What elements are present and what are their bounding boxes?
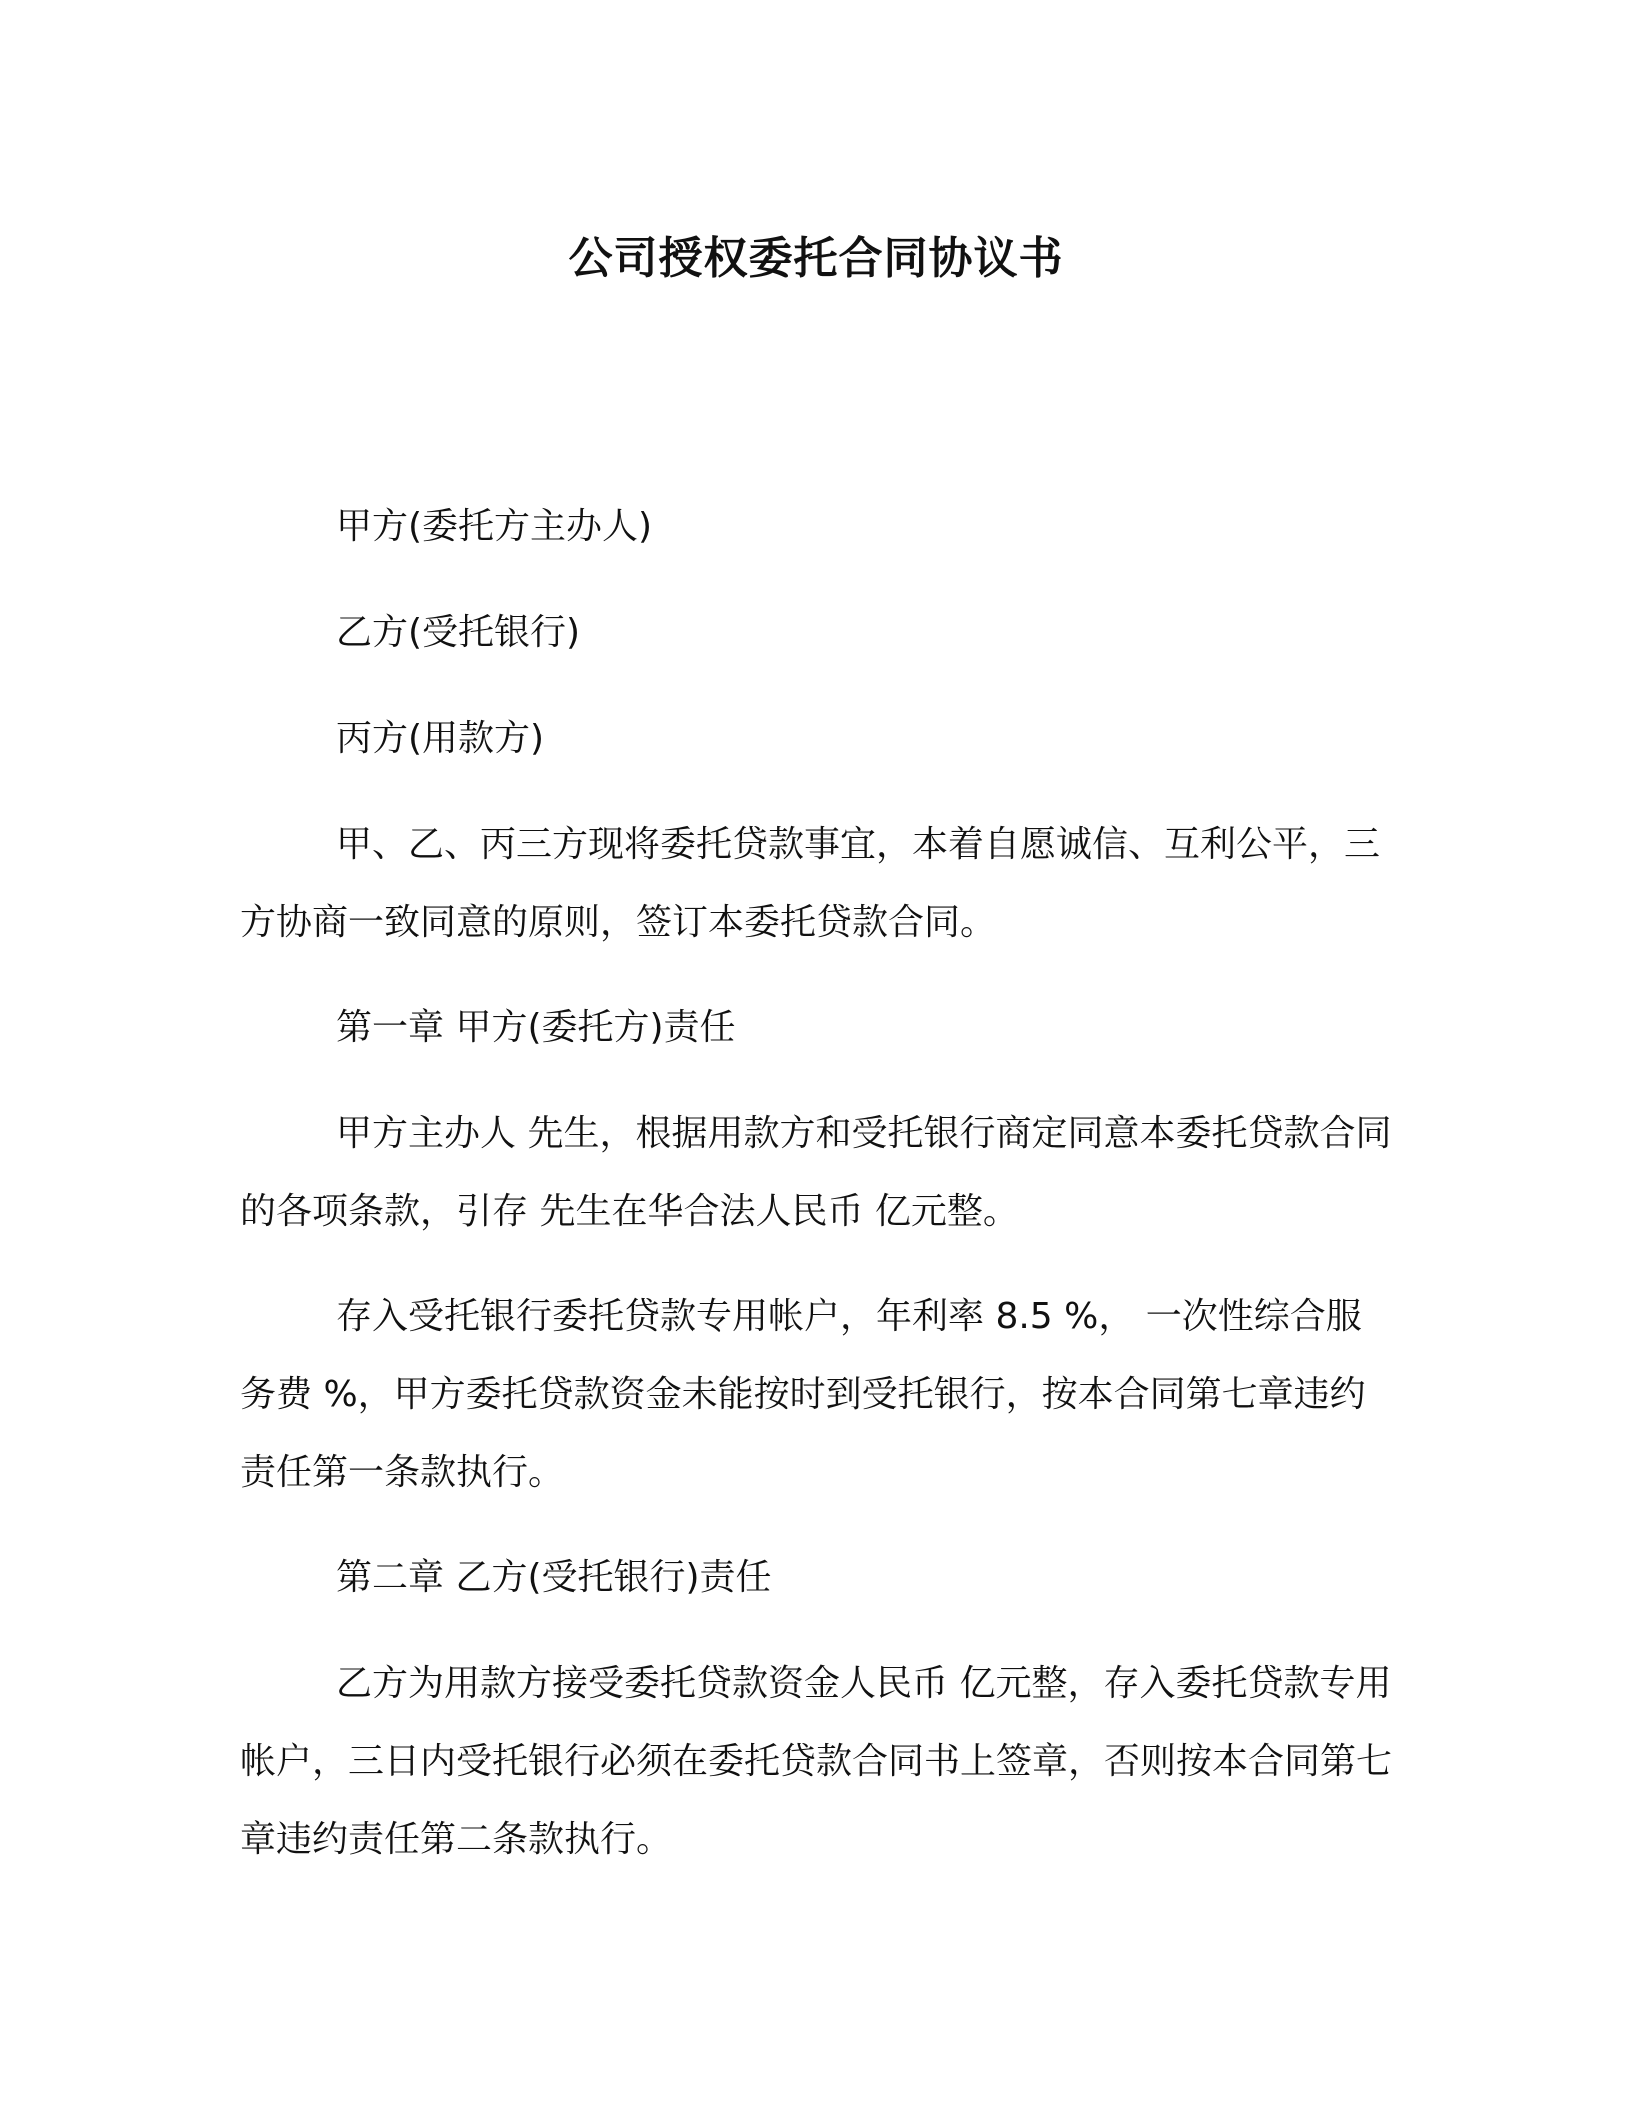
chapter-2-paragraph-1: 乙方为用款方接受委托贷款资金人民币 亿元整，存入委托贷款专用帐户，三日内受托银行必须在委托贷款合同书上签章，否则按本合同第七章违约责任第二条款执行。 xyxy=(240,1663,1393,1860)
party-c-line: 丙方(用款方) xyxy=(336,718,545,759)
chapter-1-paragraph-2: 存入受托银行委托贷款专用帐户，年利率 8.5 %， 一次性综合服务费 %，甲方委托贷款资金未能按时到受托银行，按本合同第七章违约责任第一条款执行。 xyxy=(240,1296,1366,1493)
document-body xyxy=(240,488,1392,1906)
document-title: 公司授权委托合同协议书 xyxy=(568,233,1064,284)
party-a-line: 甲方(委托方主办人) xyxy=(336,506,653,547)
chapter-1-paragraph-1: 甲方主办人 先生，根据用款方和受托银行商定同意本委托贷款合同的各项条款，引存 先生在华合法人民币 亿元整。 xyxy=(240,1113,1392,1232)
chapter-1-heading: 第一章 甲方(委托方)责任 xyxy=(336,1007,736,1048)
party-b-line: 乙方(受托银行) xyxy=(336,612,581,653)
chapter-2-heading: 第二章 乙方(受托银行)责任 xyxy=(336,1557,772,1598)
preamble-paragraph: 甲、乙、丙三方现将委托贷款事宜，本着自愿诚信、互利公平，三方协商一致同意的原则，签订本委托贷款合同。 xyxy=(240,824,1381,943)
